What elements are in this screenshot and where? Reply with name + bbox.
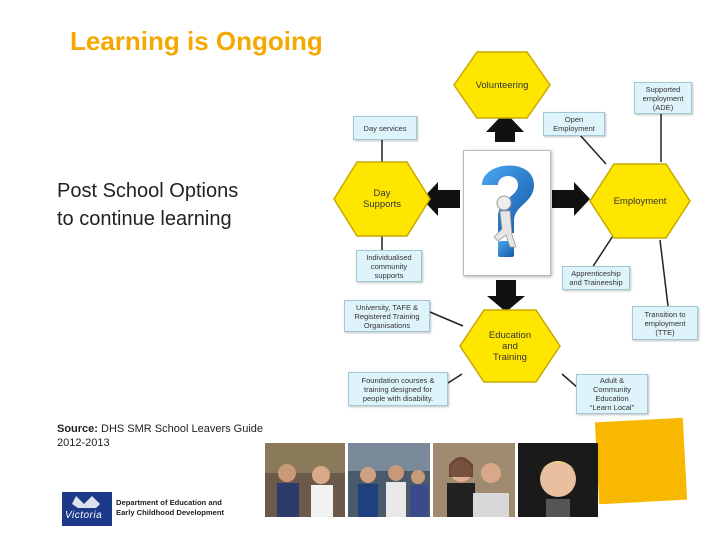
hex-day-supports xyxy=(332,160,432,238)
hex-volunteering-label: Volunteering xyxy=(475,79,529,91)
hex-employment-label: Employment xyxy=(613,195,667,207)
line-open-employment xyxy=(580,135,606,164)
box-line: University, TAFE & xyxy=(355,302,419,312)
arrow-right-icon xyxy=(552,182,590,216)
logo-line-1: Department of Education and xyxy=(116,498,222,507)
source-note xyxy=(57,422,272,450)
hex-education-line-3: Training xyxy=(493,351,527,363)
box-line: people with disability. xyxy=(362,393,434,403)
photo-students-computers xyxy=(348,443,430,517)
department-logo xyxy=(62,492,225,526)
box-adult-community-education xyxy=(576,374,648,414)
box-line: Education xyxy=(595,394,629,403)
box-line: training designed for xyxy=(364,384,432,394)
box-line: Community xyxy=(593,385,631,394)
hex-employment xyxy=(588,162,692,240)
slide-subtitle xyxy=(57,177,297,233)
box-line: supports xyxy=(374,270,404,280)
box-line: Organisations xyxy=(363,320,411,330)
box-line: Employment xyxy=(553,124,595,133)
logo-line-2: Early Childhood Development xyxy=(116,508,225,517)
slide-title: Learning is Ongoing xyxy=(70,26,323,56)
box-line: (TTE) xyxy=(655,327,675,337)
hex-education-line-2: and xyxy=(502,340,518,352)
box-line: employment xyxy=(644,318,686,328)
box-line: Apprenticeship xyxy=(571,269,621,278)
box-line: Foundation courses & xyxy=(361,375,435,385)
photo-students-classroom xyxy=(265,443,345,517)
logo-text xyxy=(116,498,224,518)
box-line: Open xyxy=(564,115,584,124)
subtitle-line-1: Post School Options xyxy=(57,180,239,202)
box-line: Registered Training xyxy=(354,311,420,321)
hex-education-line-1: Education xyxy=(488,329,532,341)
box-line: community xyxy=(370,261,408,271)
box-line: employment xyxy=(642,93,684,103)
photo-students-laptop xyxy=(433,443,515,517)
box-line: Day services xyxy=(363,123,407,133)
box-open-employment xyxy=(543,112,605,136)
hex-volunteering xyxy=(452,50,552,120)
box-line: Transition to xyxy=(644,309,686,319)
box-day-services xyxy=(353,116,417,140)
photo-student-headphones xyxy=(518,443,598,517)
source-label: Source: xyxy=(57,423,98,435)
line-transition xyxy=(660,240,668,306)
hex-day-supports-label xyxy=(332,160,432,238)
box-transition-employment xyxy=(632,306,698,340)
box-supported-employment xyxy=(634,82,692,114)
box-foundation-courses xyxy=(348,372,448,406)
post-school-options-diagram xyxy=(330,40,710,415)
question-mark-icon xyxy=(464,151,550,275)
box-line: (ADE) xyxy=(652,102,674,112)
hex-day-supports-line-2: Supports xyxy=(362,199,402,210)
hex-education-training xyxy=(458,308,562,384)
box-line: and Traineeship xyxy=(569,278,623,287)
victoria-logo-mark xyxy=(62,492,112,526)
orange-accent-square xyxy=(595,418,687,504)
box-line: Adult & xyxy=(599,376,625,385)
subtitle-line-2: to continue learning xyxy=(57,208,232,230)
hex-education-training-label xyxy=(458,308,562,384)
hex-day-supports-line-1: Day xyxy=(373,188,391,199)
box-university-tafe xyxy=(344,300,430,332)
logo-word: Victoria xyxy=(65,510,103,521)
question-mark-figure xyxy=(463,150,551,276)
box-line: Individualised xyxy=(366,252,412,262)
box-line: Supported xyxy=(645,84,681,94)
box-apprenticeship xyxy=(562,266,630,290)
source-text: DHS SMR School Leavers Guide 2012-2013 xyxy=(57,423,264,449)
box-line: “Learn Local” xyxy=(589,403,635,412)
box-individualised-supports xyxy=(356,250,422,282)
